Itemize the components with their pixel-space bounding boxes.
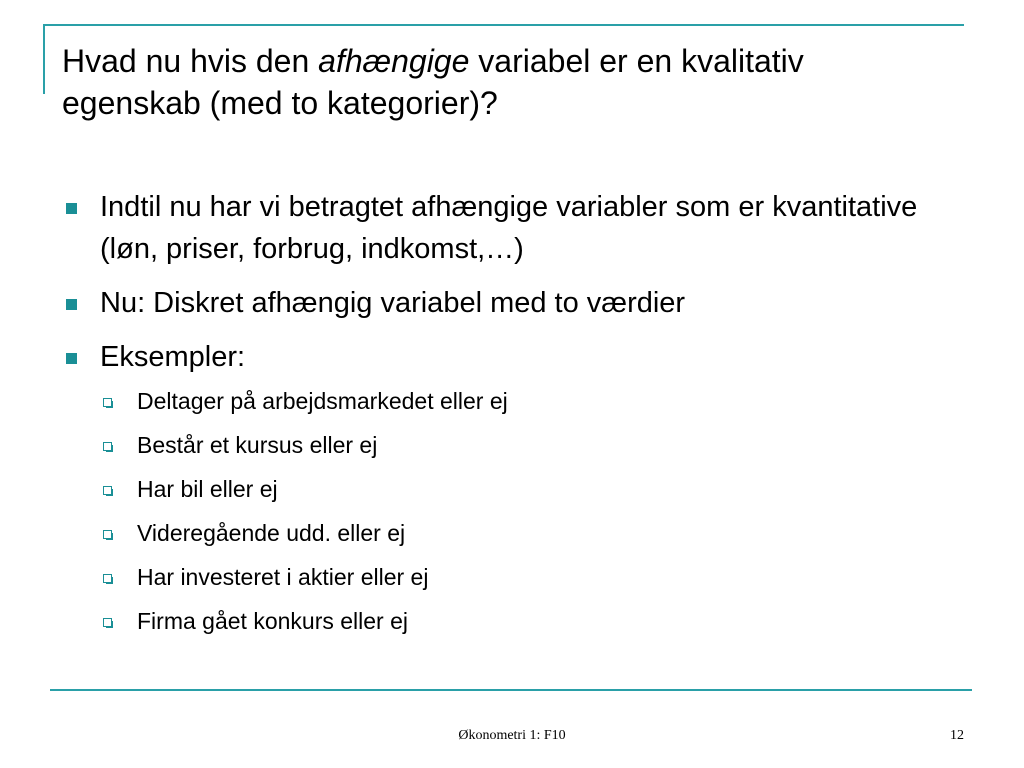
bullet-text: Indtil nu har vi betragtet afhængige variabler som er kvantitative (løn, priser, forbrug, indkomst,…) — [100, 191, 918, 265]
square-bullet-icon — [66, 203, 77, 214]
title-part-2: variabel er en kvalitativ egenskab (med to kategorier)? — [62, 43, 804, 121]
bullet-item — [0, 282, 1024, 324]
hollow-square-bullet-icon — [103, 398, 112, 407]
bullet-list — [0, 186, 1024, 650]
bullet-text: Nu: Diskret afhængig variabel med to værdier — [100, 287, 686, 319]
page-number: 12 — [950, 728, 964, 743]
hollow-square-bullet-icon — [103, 486, 112, 495]
example-text: Firma gået konkurs eller ej — [137, 608, 408, 634]
hollow-square-bullet-icon — [103, 442, 112, 451]
top-rule — [44, 24, 964, 26]
example-item — [0, 474, 1024, 504]
example-text: Har bil eller ej — [137, 476, 278, 502]
example-text: Videregående udd. eller ej — [137, 520, 406, 546]
example-item — [0, 562, 1024, 592]
square-bullet-icon — [66, 299, 77, 310]
square-bullet-icon — [66, 353, 77, 364]
bottom-rule — [50, 689, 972, 691]
example-item — [0, 518, 1024, 548]
example-item — [0, 386, 1024, 416]
hollow-square-bullet-icon — [103, 618, 112, 627]
example-text: Deltager på arbejdsmarkedet eller ej — [137, 388, 508, 414]
bullet-item — [0, 336, 1024, 378]
footer-course: Økonometri 1: F10 — [458, 728, 566, 743]
example-text: Har investeret i aktier eller ej — [137, 564, 429, 590]
bullet-item — [0, 186, 1024, 270]
title-emphasis: afhængige — [318, 43, 470, 79]
example-item — [0, 430, 1024, 460]
left-rule — [43, 24, 45, 94]
hollow-square-bullet-icon — [103, 530, 112, 539]
hollow-square-bullet-icon — [103, 574, 112, 583]
example-item — [0, 606, 1024, 636]
example-text: Består et kursus eller ej — [137, 432, 378, 458]
bullet-text: Eksempler: — [100, 341, 246, 373]
slide-title — [62, 40, 942, 124]
title-part-1: Hvad nu hvis den — [62, 43, 319, 79]
